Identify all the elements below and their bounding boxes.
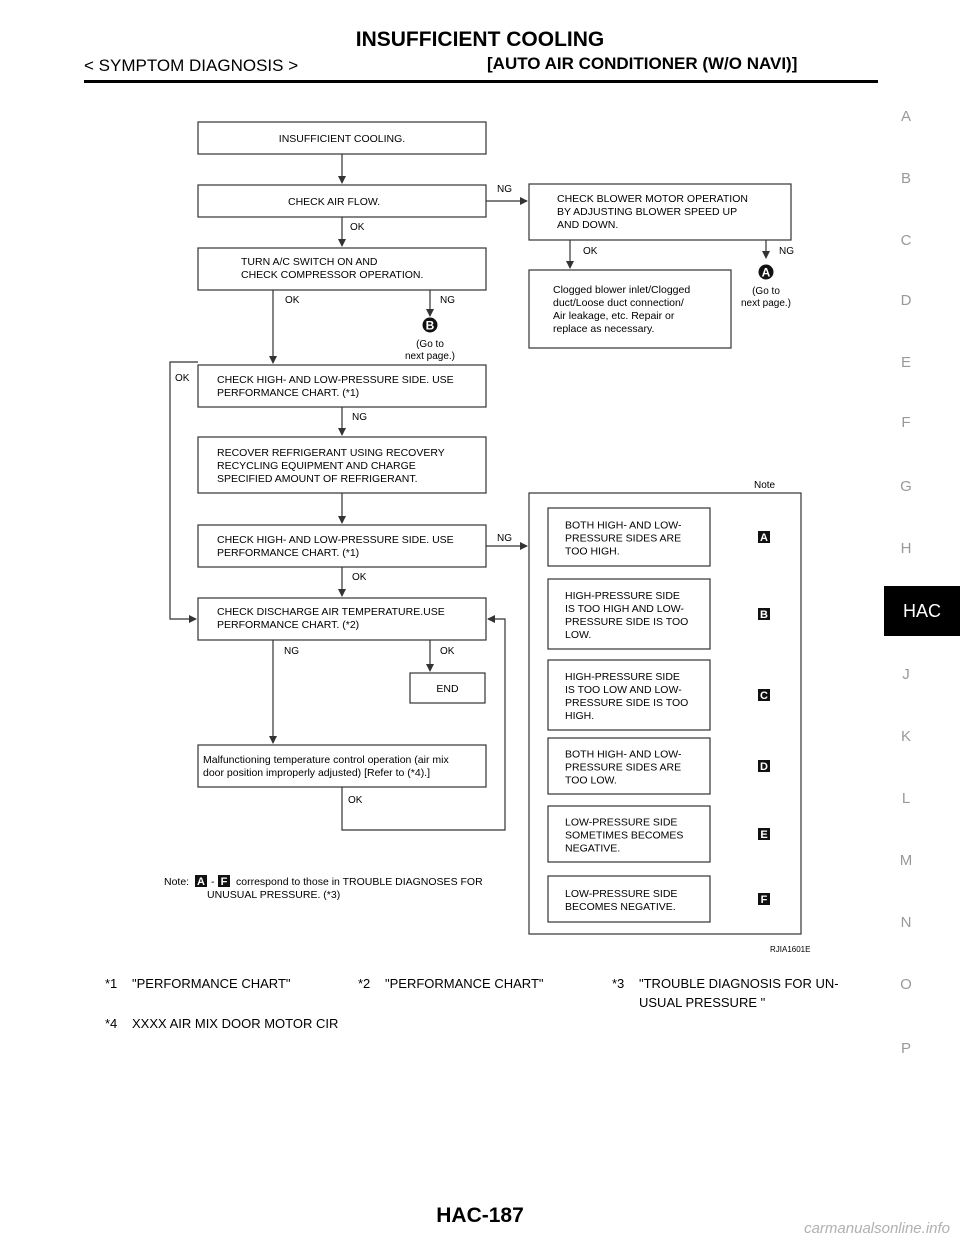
- side-index-letter-h[interactable]: H: [900, 540, 912, 557]
- bottom-note-line1: correspond to those in TROUBLE DIAGNOSES FOR: [236, 876, 483, 888]
- check-pressure-2-box: [198, 525, 486, 567]
- side-index-letter-f[interactable]: F: [901, 414, 911, 431]
- label-ng-blower: NG: [779, 246, 794, 257]
- recover-refrigerant-text: RECOVER REFRIGERANT USING RECOVERY: [217, 447, 445, 459]
- side-index-letter-j[interactable]: J: [902, 666, 910, 683]
- label-ok-pressure1: OK: [175, 373, 190, 384]
- side-index-letter-n[interactable]: N: [900, 914, 912, 931]
- note-item-f-text: LOW-PRESSURE SIDE: [565, 888, 678, 900]
- page-title: INSUFFICIENT COOLING: [355, 28, 605, 51]
- connector-malfunction-ok: [342, 619, 505, 830]
- note-item-d-text: BOTH HIGH- AND LOW-: [565, 748, 682, 761]
- check-pressure-1-box: [198, 365, 486, 407]
- note-item-f-text: BECOMES NEGATIVE.: [565, 901, 676, 913]
- goto-badge-a-letter: A: [761, 265, 771, 280]
- note-item-a-text: BOTH HIGH- AND LOW-: [565, 519, 682, 532]
- label-ng-pressure1: NG: [352, 412, 367, 423]
- note-item-a-text: TOO HIGH.: [565, 545, 620, 558]
- side-index-letter-b[interactable]: B: [900, 170, 911, 187]
- start-text: INSUFFICIENT COOLING.: [278, 133, 406, 145]
- note-item-b-badge-letter: B: [760, 609, 768, 621]
- label-ok-discharge: OK: [440, 646, 455, 657]
- side-index-letter-a[interactable]: A: [900, 108, 911, 125]
- end-text: END: [436, 683, 459, 695]
- side-index-letter-e[interactable]: E: [900, 354, 911, 371]
- page-number: HAC-187: [436, 1204, 524, 1227]
- clogged-blower-inlet-text: Clogged blower inlet/Clogged: [553, 284, 691, 296]
- goto-b-line1: (Go to: [416, 339, 444, 350]
- recover-refrigerant-text: RECYCLING EQUIPMENT AND CHARGE: [217, 460, 416, 472]
- goto-a-line2: next page.): [740, 298, 792, 309]
- malfunctioning-temp-control-text: door position improperly adjusted) [Refer to (*4).]: [203, 767, 431, 779]
- label-ok-pressure2: OK: [352, 572, 367, 583]
- side-index-letter-p[interactable]: P: [900, 1040, 911, 1057]
- system-label: [AUTO AIR CONDITIONER (W/O NAVI)]: [487, 54, 798, 73]
- malfunctioning-temp-control-text: Malfunctioning temperature control operation (air mix: [203, 754, 449, 766]
- footnote-2-text: "PERFORMANCE CHART": [385, 976, 544, 991]
- note-item-e-badge-letter: E: [760, 829, 768, 841]
- note-item-d-badge-letter: D: [760, 761, 768, 773]
- side-index-letter-o[interactable]: O: [900, 976, 912, 993]
- side-index-letter-l[interactable]: L: [901, 790, 911, 807]
- footnote-3-key: *3: [612, 976, 625, 991]
- bottom-note-badge-to-letter: F: [220, 876, 228, 888]
- check-pressure-1-text: PERFORMANCE CHART. (*1): [217, 387, 360, 399]
- note-item-c-badge-letter: C: [760, 690, 768, 702]
- bottom-note-badge-from-letter: A: [197, 876, 205, 888]
- clogged-blower-inlet-box: [529, 270, 731, 348]
- check-discharge-air-text: PERFORMANCE CHART. (*2): [217, 619, 360, 631]
- note-item-d-text: PRESSURE SIDES ARE: [565, 761, 682, 774]
- side-index-active-tab[interactable]: HAC: [884, 586, 960, 636]
- recover-refrigerant-text: SPECIFIED AMOUNT OF REFRIGERANT.: [217, 473, 418, 485]
- check-pressure-2-text: PERFORMANCE CHART. (*1): [217, 547, 360, 559]
- goto-a-line1: (Go to: [752, 286, 780, 297]
- note-item-b-text: IS TOO HIGH AND LOW-: [565, 603, 685, 615]
- label-ng-airflow: NG: [497, 184, 512, 195]
- clogged-blower-inlet-text: duct/Loose duct connection/: [553, 297, 684, 309]
- side-index-letter-d[interactable]: D: [900, 292, 912, 309]
- bottom-note-prefix: Note:: [164, 876, 190, 888]
- check-pressure-1-text: CHECK HIGH- AND LOW-PRESSURE SIDE. USE: [217, 374, 454, 386]
- check-blower-motor-text: CHECK BLOWER MOTOR OPERATION: [557, 193, 748, 205]
- malfunctioning-temp-control-box: [198, 745, 486, 787]
- bottom-note-line2: UNUSUAL PRESSURE. (*3): [207, 889, 341, 901]
- check-air-flow-text: CHECK AIR FLOW.: [288, 196, 381, 208]
- label-ok-compressor: OK: [285, 295, 300, 306]
- side-index-letter-g[interactable]: G: [900, 478, 912, 495]
- note-item-b-text: PRESSURE SIDE IS TOO: [565, 616, 689, 628]
- note-item-c-text: HIGH.: [565, 710, 595, 722]
- footnote-1-key: *1: [105, 976, 118, 991]
- goto-badge-b-letter: B: [425, 318, 435, 333]
- clogged-blower-inlet-text: replace as necessary.: [553, 323, 655, 335]
- note-item-e-text: LOW-PRESSURE SIDE: [565, 816, 678, 829]
- note-item-b-text: HIGH-PRESSURE SIDE: [565, 590, 680, 602]
- note-item-d-text: TOO LOW.: [565, 774, 617, 787]
- flow-boxes: [198, 122, 801, 934]
- connector-pressure1-ok: [170, 362, 198, 619]
- side-index-letter-m[interactable]: M: [899, 852, 913, 869]
- footnote-3-text-cont: USUAL PRESSURE ": [639, 995, 766, 1010]
- clogged-blower-inlet-text: Air leakage, etc. Repair or: [553, 310, 675, 322]
- check-pressure-2-text: CHECK HIGH- AND LOW-PRESSURE SIDE. USE: [217, 534, 454, 546]
- section-label: < SYMPTOM DIAGNOSIS >: [84, 56, 299, 75]
- label-ok-airflow: OK: [350, 222, 365, 233]
- side-index-letter-k[interactable]: K: [900, 728, 911, 745]
- bottom-note-dash: -: [211, 876, 215, 888]
- note-item-c-text: PRESSURE SIDE IS TOO: [565, 697, 689, 709]
- label-ng-compressor: NG: [440, 295, 455, 306]
- side-index-letter-c[interactable]: C: [900, 232, 912, 249]
- note-item-a-badge-letter: A: [760, 532, 768, 544]
- check-blower-motor-text: AND DOWN.: [557, 219, 619, 231]
- note-item-e-text: NEGATIVE.: [565, 842, 621, 855]
- footnote-2-key: *2: [358, 976, 371, 991]
- goto-b-line2: next page.): [404, 351, 456, 362]
- note-item-a-text: PRESSURE SIDES ARE: [565, 532, 682, 545]
- label-ng-discharge: NG: [284, 646, 299, 657]
- check-discharge-air-text: CHECK DISCHARGE AIR TEMPERATURE.USE: [217, 606, 445, 618]
- footnote-4-key: *4: [105, 1016, 118, 1031]
- footnote-4-text: XXXX AIR MIX DOOR MOTOR CIR: [132, 1016, 339, 1031]
- footnote-3-text: "TROUBLE DIAGNOSIS FOR UN-: [639, 976, 839, 991]
- footnote-1-text: "PERFORMANCE CHART": [132, 976, 291, 991]
- watermark: carmanualsonline.info: [804, 1220, 950, 1237]
- note-label: Note: [754, 480, 776, 491]
- note-item-c-text: IS TOO LOW AND LOW-: [565, 684, 682, 696]
- figure-id: RJIA1601E: [770, 945, 811, 954]
- note-item-c-text: HIGH-PRESSURE SIDE: [565, 671, 680, 683]
- label-ok-blower: OK: [583, 246, 598, 257]
- check-compressor-text: TURN A/C SWITCH ON AND: [241, 256, 378, 268]
- label-ng-pressure2: NG: [497, 533, 512, 544]
- label-ok-malfunction: OK: [348, 795, 363, 806]
- note-item-e-text: SOMETIMES BECOMES: [565, 829, 684, 842]
- check-compressor-text: CHECK COMPRESSOR OPERATION.: [241, 269, 424, 281]
- note-item-f-badge-letter: F: [760, 894, 768, 906]
- note-item-b-text: LOW.: [565, 629, 592, 641]
- check-blower-motor-text: BY ADJUSTING BLOWER SPEED UP: [557, 206, 738, 218]
